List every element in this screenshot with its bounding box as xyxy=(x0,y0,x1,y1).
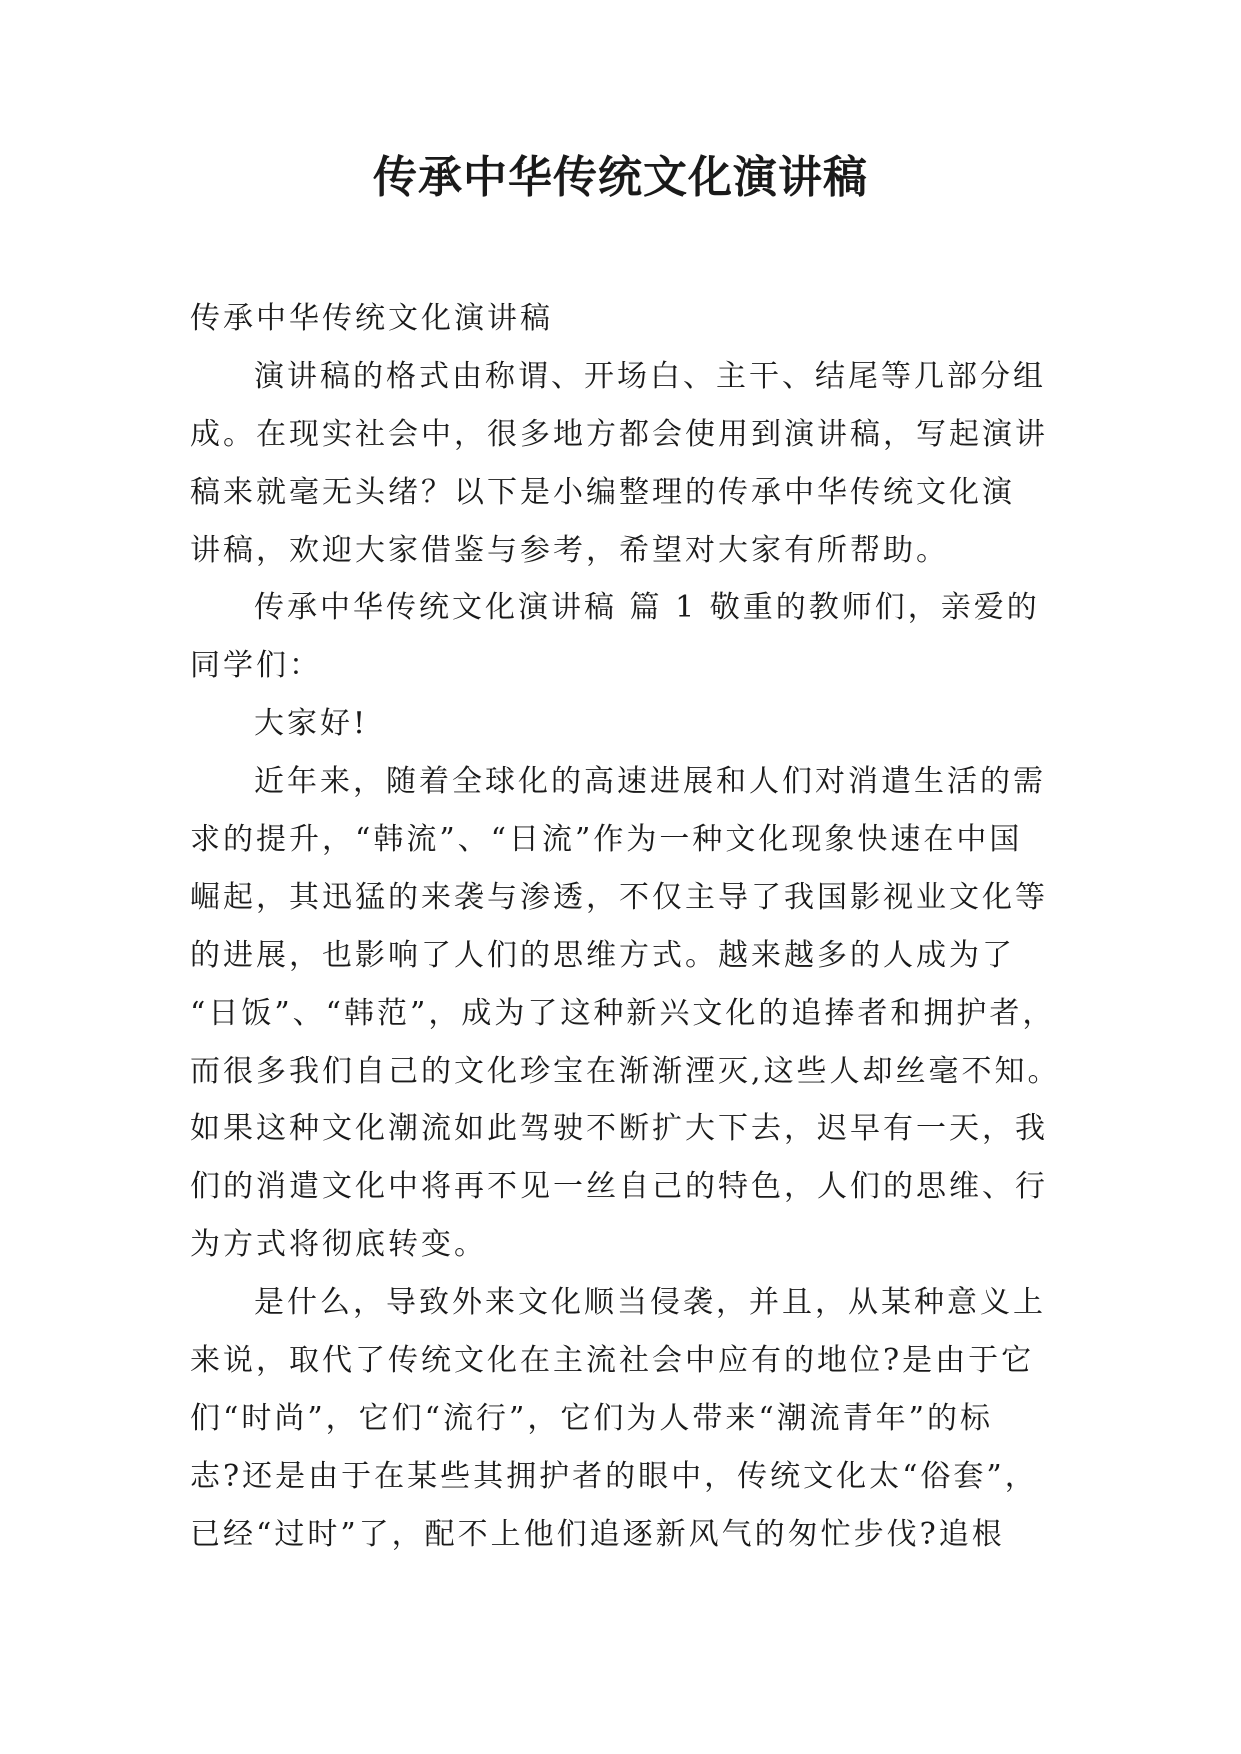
document-title: 传承中华传统文化演讲稿 xyxy=(373,152,868,203)
paragraph-line: 志?还是由于在某些其拥护者的眼中，传统文化太“俗套”， xyxy=(190,1458,1038,1494)
paragraph-line: 演讲稿的格式由称谓、开场白、主干、结尾等几部分组 xyxy=(254,358,1046,394)
paragraph-line: 成。在现实社会中，很多地方都会使用到演讲稿，写起演讲 xyxy=(190,416,1048,452)
subtitle-line: 传承中华传统文化演讲稿 xyxy=(190,301,553,336)
document-body xyxy=(190,290,1061,1564)
paragraph-line: “日饭”、“韩范”，成为了这种新兴文化的追捧者和拥护者， xyxy=(190,995,1056,1031)
paragraph-line: 为方式将彻底转变。 xyxy=(190,1227,487,1263)
paragraph-line: 求的提升，“韩流”、“日流”作为一种文化现象快速在中国 xyxy=(190,822,1023,858)
paragraph-line: 的进展，也影响了人们的思维方式。越来越多的人成为了 xyxy=(190,937,1015,973)
paragraph-line: 同学们： xyxy=(190,648,322,684)
paragraph-line: 们的消遣文化中将再不见一丝自己的特色，人们的思维、行 xyxy=(190,1169,1048,1205)
paragraph-line: 如果这种文化潮流如此驾驶不断扩大下去，迟早有一天，我 xyxy=(190,1111,1048,1147)
paragraph-line: 传承中华传统文化演讲稿 篇 1 敬重的教师们，亲爱的 xyxy=(254,590,1040,626)
paragraph-line: 已经“过时”了，配不上他们追逐新风气的匆忙步伐?追根 xyxy=(190,1516,1005,1552)
paragraph-line: 崛起，其迅猛的来袭与渗透，不仅主导了我国影视业文化等 xyxy=(190,879,1048,915)
paragraph-line: 大家好! xyxy=(254,706,369,742)
paragraph-line: 近年来，随着全球化的高速进展和人们对消遣生活的需 xyxy=(254,764,1046,800)
paragraph-line: 来说，取代了传统文化在主流社会中应有的地位?是由于它 xyxy=(190,1343,1035,1379)
paragraph-line: 讲稿，欢迎大家借鉴与参考，希望对大家有所帮助。 xyxy=(190,532,949,568)
paragraph-line: 稿来就毫无头绪？以下是小编整理的传承中华传统文化演 xyxy=(190,474,1015,510)
paragraph-line: 们“时尚”，它们“流行”，它们为人带来“潮流青年”的标 xyxy=(190,1400,994,1436)
paragraph-line: 是什么，导致外来文化顺当侵袭，并且，从某种意义上 xyxy=(254,1285,1046,1321)
paragraph-line: 而很多我们自己的文化珍宝在渐渐湮灭,这些人却丝毫不知。 xyxy=(190,1053,1061,1089)
